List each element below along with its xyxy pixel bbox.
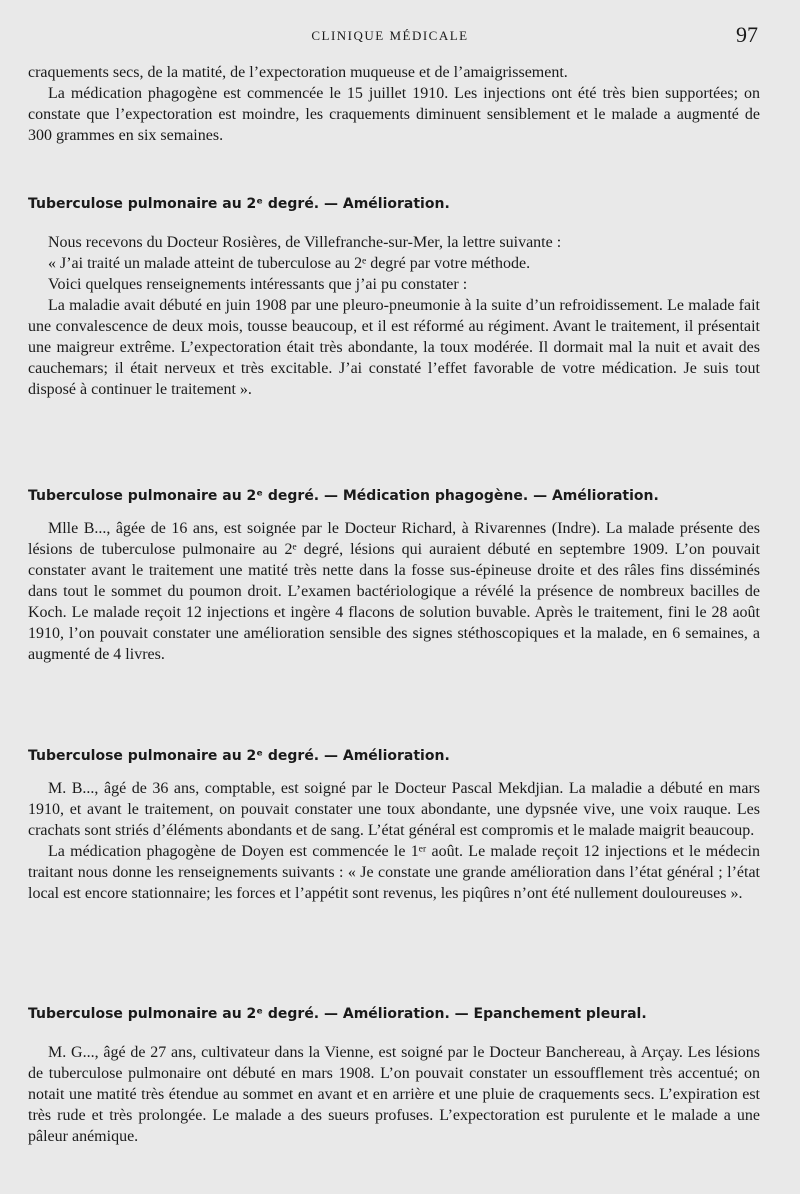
section-2-body [28,518,760,665]
section-4-paragraph-1 [28,1042,760,1147]
section-1 [28,196,760,212]
section-1-paragraph-2 [28,253,760,274]
section-1-paragraph-3 [28,274,760,295]
section-3-paragraph-1-text: M. B..., âgé de 36 ans, comptable, est soigné par le Docteur Pascal Mekdjian. La maladie a débuté en mars 1910, et avant le traitement, on pouvait constater une toux abondante, une dypsnée vive, une voix rauque. Les crachats sont striés d’éléments abondants et de sang. L’état général est compromis et le malade maigrit beaucoup. [28,780,760,839]
page-number: 97 [736,22,758,47]
section-3 [28,748,760,764]
section-1-paragraph-4 [28,295,760,400]
section-4-body [28,1042,760,1147]
section-1-paragraph-3-text: Voici quelques renseignements intéressants que j’ai pu constater : [48,276,468,293]
section-2 [28,488,760,504]
section-2-paragraph-1 [28,518,760,665]
section-4-paragraph-1-text: M. G..., âgé de 27 ans, cultivateur dans la Vienne, est soigné par le Docteur Banchereau, à Arçay. Les lésions de tuberculose pulmonaire ont débuté en mars 1908. L’on pouvait constater un essoufflement très accentué; on notait une matité très étendue au sommet en avant et en arrière et une pluie de craquements secs. L’expiration est très rude et très prolongée. Le malade a des sueurs profuses. L’expectoration est purulente et le malade a une pâleur anémique. [28,1044,760,1145]
section-2-heading: Tuberculose pulmonaire au 2ᵉ degré. — Médication phagogène. — Amélioration. [28,488,659,504]
section-3-paragraph-1 [28,778,760,841]
section-1-heading: Tuberculose pulmonaire au 2ᵉ degré. — Amélioration. [28,196,450,212]
section-1-paragraph-1 [28,232,760,253]
section-2-paragraph-1-text: Mlle B..., âgée de 16 ans, est soignée par le Docteur Richard, à Rivarennes (Indre). La malade présente des lésions de tuberculose pulmonaire au 2ᵉ degré, lésions qui auraient débuté en septembre 1909. L’on pouvait constater avant le traitement une matité très nette dans la fosse sus-épineuse droite et des râles fins disséminés dans tout le sommet du poumon droit. L’examen bactériologique a révélé la présence de nombreux bacilles de Koch. Le malade reçoit 12 injections et ingère 4 flacons de solution buvable. Après le traitement, fini le 28 août 1910, l’on pouvait constater une amélioration sensible des signes stéthoscopiques et la malade, en 6 semaines, a augmenté de 4 livres. [28,520,760,663]
section-4 [28,1006,760,1022]
intro-paragraph-2-text: La médication phagogène est commencée le 15 juillet 1910. Les injections ont été très bien supportées; on constate que l’expectoration est moindre, les craquements diminuent sensiblement et le malade a augmenté de 300 grammes en six semaines. [28,85,760,144]
section-1-body [28,232,760,400]
section-3-paragraph-2 [28,841,760,904]
section-1-paragraph-1-text: Nous recevons du Docteur Rosières, de Villefranche-sur-Mer, la lettre suivante : [48,234,562,251]
intro-paragraph-1: craquements secs, de la matité, de l’expectoration muqueuse et de l’amaigrissement. [28,64,568,81]
section-3-body [28,778,760,904]
intro-block [28,62,760,146]
page-header [0,22,800,52]
intro-paragraph-2 [28,83,760,146]
section-4-heading: Tuberculose pulmonaire au 2ᵉ degré. — Amélioration. — Epanchement pleural. [28,1006,647,1022]
section-1-paragraph-4-text: La maladie avait débuté en juin 1908 par une pleuro-pneumonie à la suite d’un refroidissement. Le malade fait une convalescence de deux mois, tousse beaucoup, et il est réformé au régiment. Avant le traitement, il présentait une maigreur extrême. L’expectoration était très abondante, la toux modérée. Il dormait mal la nuit et avait des cauchemars; il était nerveux et très excitable. J’ai constaté l’effet favorable de votre médication. Je suis tout disposé à continuer le traitement ». [28,297,760,398]
section-3-paragraph-2-text: La médication phagogène de Doyen est commencée le 1ᵉʳ août. Le malade reçoit 12 injections et le médecin traitant nous donne les renseignements suivants : « Je constate une grande amélioration dans l’état général ; l’état local est encore stationnaire; les forces et l’appétit sont revenus, les piqûres n’ont été nullement douloureuses ». [28,843,760,902]
section-1-paragraph-2-text: « J’ai traité un malade atteint de tuberculose au 2ᵉ degré par votre méthode. [48,255,531,272]
section-3-heading: Tuberculose pulmonaire au 2ᵉ degré. — Amélioration. [28,748,450,764]
running-title: CLINIQUE MÉDICALE [311,28,469,43]
